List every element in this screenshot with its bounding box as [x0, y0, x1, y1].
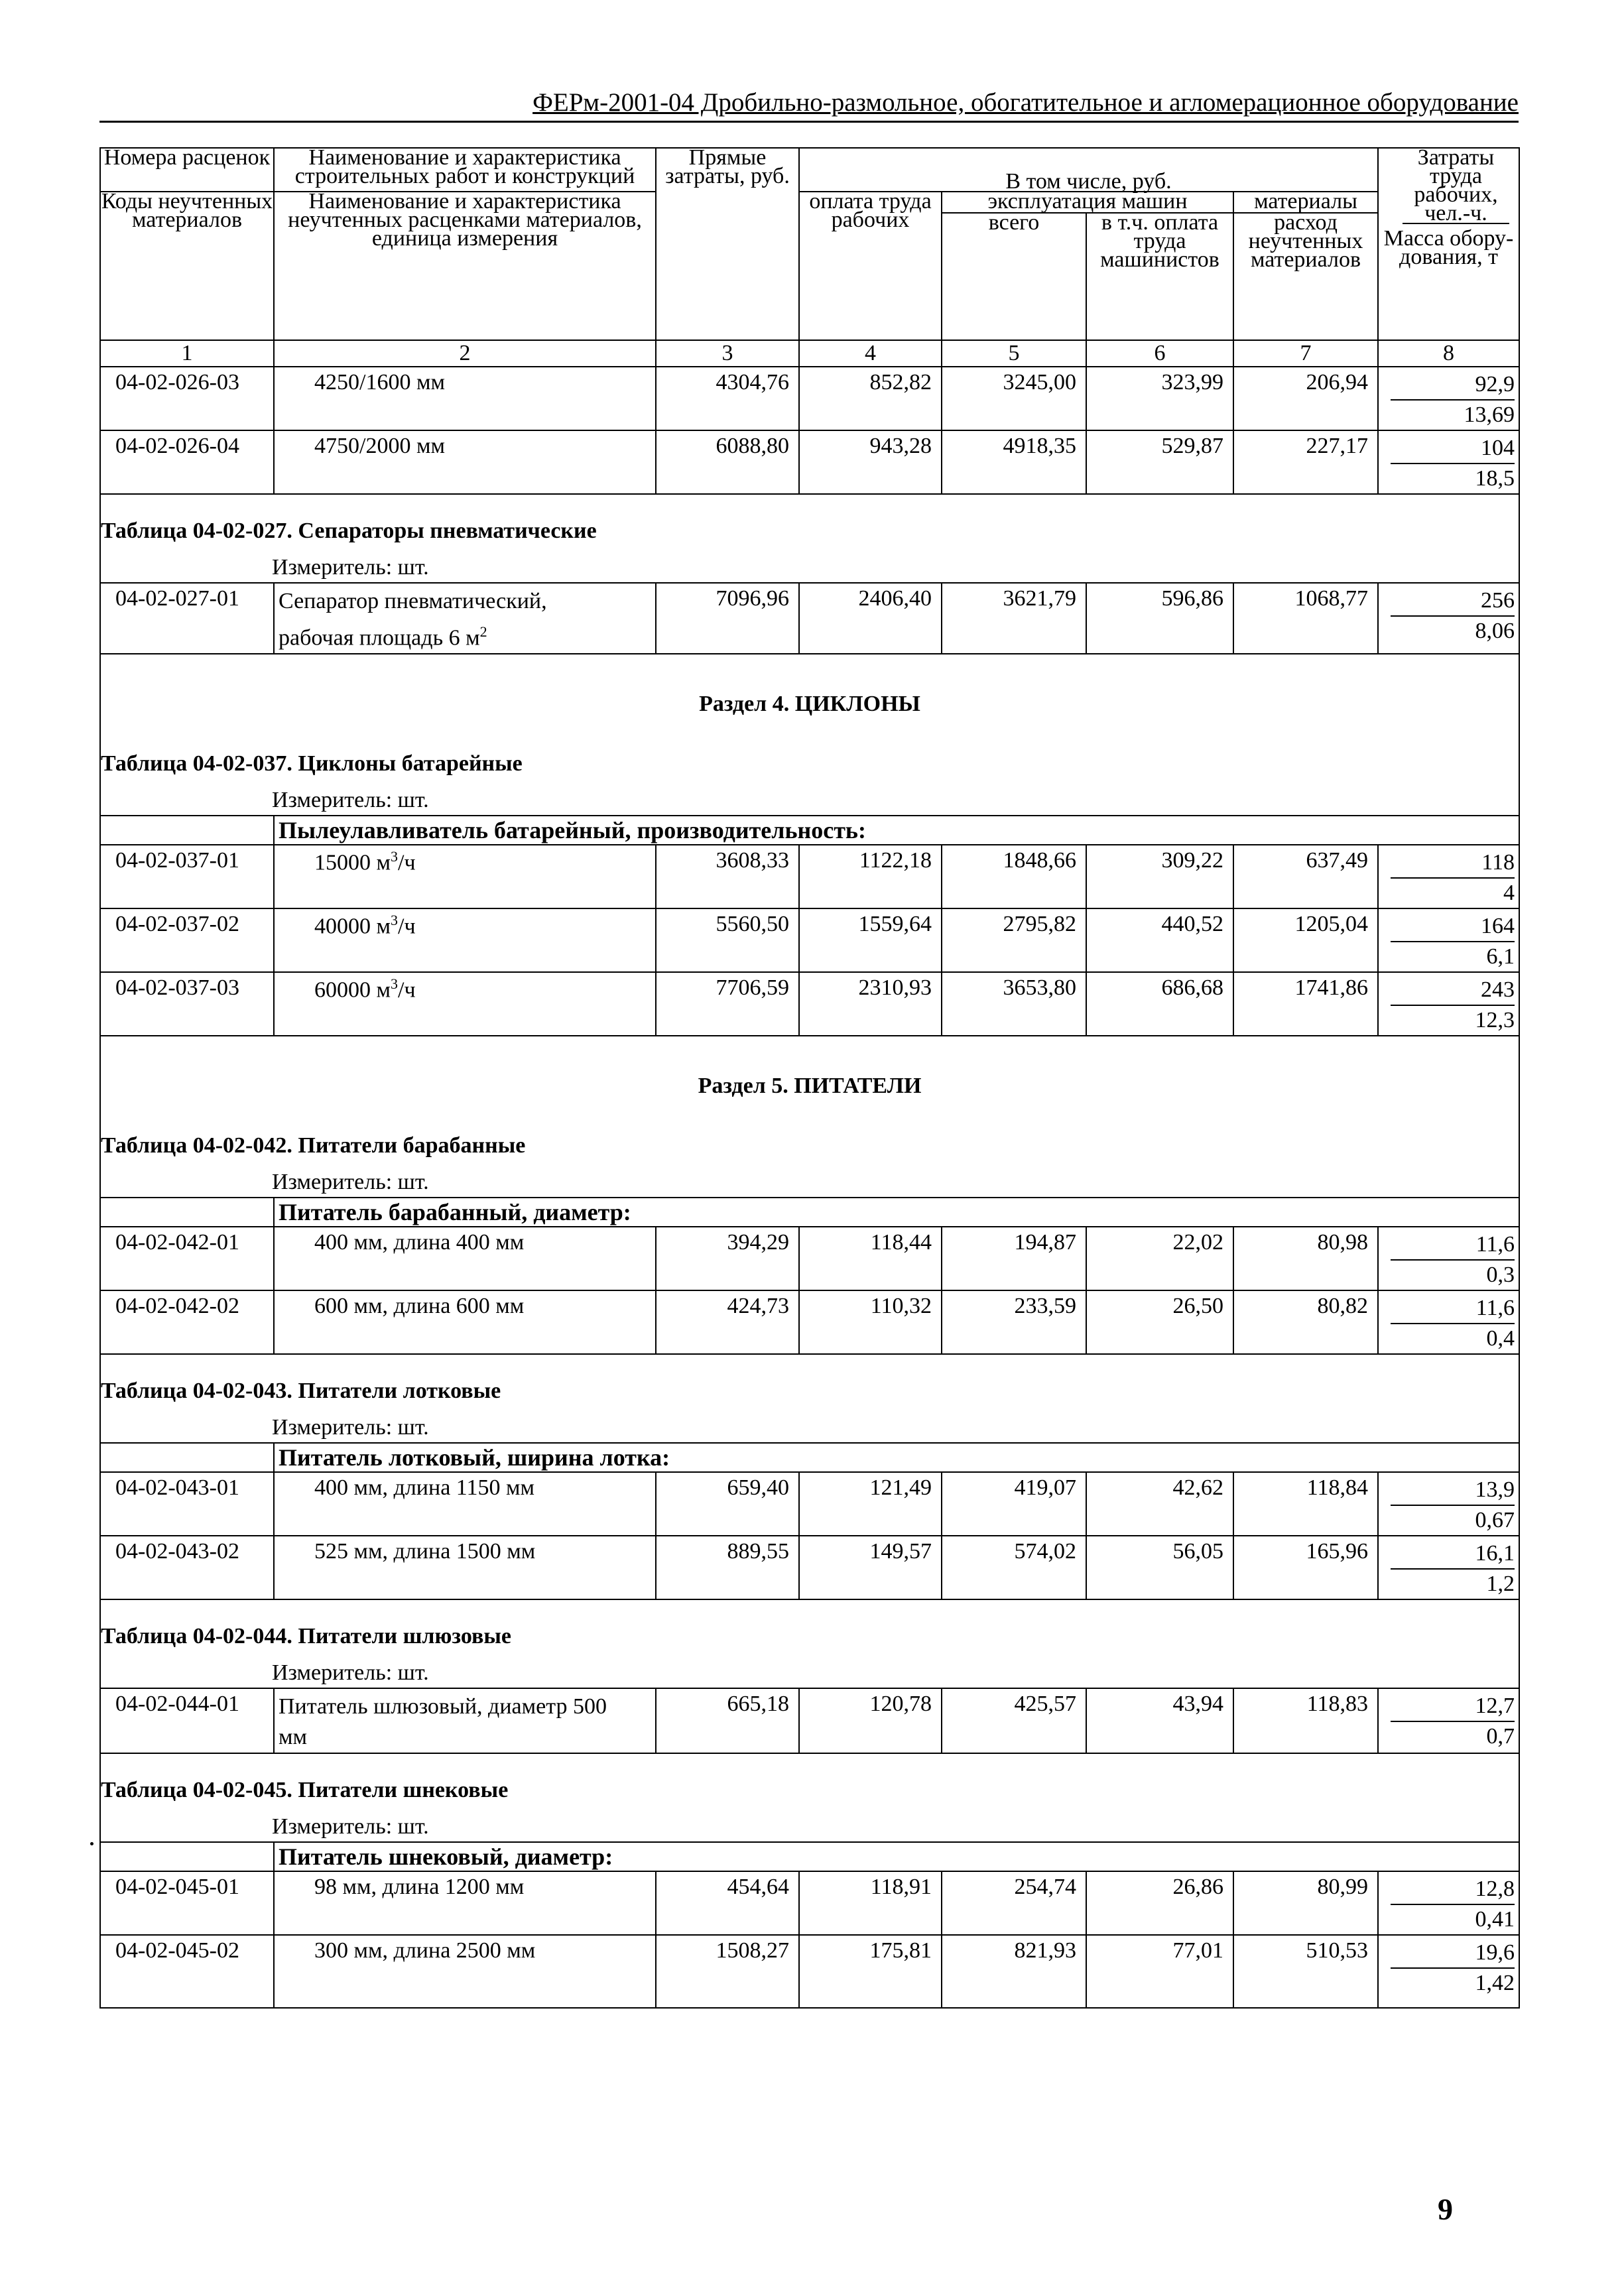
table-title-row [100, 1109, 1519, 1168]
rate-name: 98 мм, длина 1200 мм [274, 1871, 656, 1935]
col-number: 4 [799, 340, 942, 367]
worker-pay: 2406,40 [799, 583, 942, 654]
machines-header: эксплуатация машин [942, 192, 1233, 213]
col4-header: оплата труда рабочих [799, 192, 942, 340]
superscript: 3 [391, 975, 399, 993]
col-number: 1 [100, 340, 274, 367]
labor-mass-cell [1378, 1290, 1519, 1354]
section-row [100, 654, 1519, 727]
equipment-mass: 0,3 [1486, 1263, 1515, 1288]
measure-row [100, 1658, 1519, 1688]
column-numbers-row [100, 340, 1519, 367]
labor-cost: 12,7 [1391, 1692, 1515, 1722]
col1-top-header: Номера расценок [100, 148, 274, 192]
table-row [100, 1935, 1519, 2008]
materials-header: материалы [1233, 192, 1378, 213]
labor-cost: 92,9 [1391, 370, 1515, 401]
rate-code: 04-02-043-01 [100, 1472, 274, 1536]
labor-cost: 11,6 [1391, 1230, 1515, 1261]
worker-pay: 118,44 [799, 1227, 942, 1290]
drivers-pay: 56,05 [1086, 1536, 1233, 1599]
subheader-row [100, 1443, 1519, 1472]
group-subheader: Питатель барабанный, диаметр: [274, 1198, 1519, 1227]
rate-name-line1: Сепаратор пневматический, [279, 589, 547, 613]
page-header [99, 88, 1519, 123]
table-row [100, 972, 1519, 1036]
drivers-pay: 596,86 [1086, 583, 1233, 654]
labor-cost: 104 [1391, 434, 1515, 464]
rate-name [274, 1688, 656, 1753]
rate-code: 04-02-043-02 [100, 1536, 274, 1599]
table-row [100, 430, 1519, 494]
col8-bottom-header: Масса обору-дования, т [1383, 226, 1514, 269]
machines-total: 425,57 [942, 1688, 1086, 1753]
table-row [100, 583, 1519, 654]
rate-code: 04-02-037-02 [100, 908, 274, 972]
page-header-title: ФЕРм-2001-04 Дробильно-размольное, обогатительное и агломерационное оборудование [532, 88, 1519, 117]
col-number: 3 [656, 340, 799, 367]
measure-unit: Измеритель: шт. [100, 1658, 1519, 1688]
materials-cost: 1068,77 [1233, 583, 1378, 654]
labor-mass-cell [1378, 972, 1519, 1036]
table-title: Таблица 04-02-037. Циклоны батарейные [100, 727, 1519, 786]
header-row-1 [100, 148, 1519, 192]
rate-name-value: 60000 м [314, 977, 391, 1003]
measure-unit: Измеритель: шт. [100, 1413, 1519, 1443]
table-title: Таблица 04-02-043. Питатели лотковые [100, 1354, 1519, 1413]
rate-name-line1: Питатель шлюзовый, диаметр 500 [279, 1694, 607, 1719]
equipment-mass: 1,42 [1475, 1971, 1515, 1996]
labor-mass-cell [1378, 1935, 1519, 2008]
direct-cost: 889,55 [656, 1536, 799, 1599]
table-title-row [100, 1354, 1519, 1413]
superscript: 2 [479, 623, 487, 640]
materials-cost: 206,94 [1233, 367, 1378, 430]
measure-row [100, 1413, 1519, 1443]
table-title: Таблица 04-02-044. Питатели шлюзовые [100, 1599, 1519, 1658]
table-title: Таблица 04-02-042. Питатели барабанные [100, 1109, 1519, 1168]
machines-total: 233,59 [942, 1290, 1086, 1354]
rate-name-unit: /ч [398, 914, 416, 939]
machines-total: 1848,66 [942, 845, 1086, 908]
col8-top-header: Затраты труда рабочих, чел.-ч. [1403, 149, 1509, 224]
drivers-pay: 43,94 [1086, 1688, 1233, 1753]
labor-cost: 12,8 [1391, 1875, 1515, 1905]
machines-total: 3653,80 [942, 972, 1086, 1036]
subheader-row [100, 816, 1519, 845]
rate-name-value: 15000 м [314, 850, 391, 875]
machines-total: 4918,35 [942, 430, 1086, 494]
worker-pay: 175,81 [799, 1935, 942, 2008]
table-row [100, 1472, 1519, 1536]
machines-total: 574,02 [942, 1536, 1086, 1599]
col2-bottom-header: Наименование и характеристика неучтенных расценками материалов, единица измерения [274, 192, 656, 340]
table-row [100, 1871, 1519, 1935]
labor-cost: 243 [1391, 975, 1515, 1006]
table-title-row [100, 727, 1519, 786]
table-row [100, 1688, 1519, 1753]
labor-mass-cell [1378, 583, 1519, 654]
scan-dot [90, 1842, 94, 1845]
labor-mass-cell [1378, 1871, 1519, 1935]
materials-cost: 1741,86 [1233, 972, 1378, 1036]
rate-name [274, 972, 656, 1036]
rate-name-unit: /ч [398, 850, 416, 875]
rate-name: 400 мм, длина 400 мм [274, 1227, 656, 1290]
table-row [100, 908, 1519, 972]
col8-header [1378, 145, 1519, 340]
worker-pay: 1559,64 [799, 908, 942, 972]
labor-mass-cell [1378, 1536, 1519, 1599]
labor-mass-cell [1378, 908, 1519, 972]
equipment-mass: 0,4 [1486, 1326, 1515, 1351]
table-row [100, 367, 1519, 430]
subheader-row [100, 1198, 1519, 1227]
table-title-row [100, 1599, 1519, 1658]
equipment-mass: 13,69 [1464, 403, 1515, 427]
page-number: 9 [1438, 2192, 1453, 2226]
group-subheader: Пылеулавливатель батарейный, производительность: [274, 816, 1519, 845]
materials-cost: 80,98 [1233, 1227, 1378, 1290]
rate-code: 04-02-045-02 [100, 1935, 274, 2008]
labor-mass-cell [1378, 845, 1519, 908]
machines-total: 2795,82 [942, 908, 1086, 972]
drivers-pay: 309,22 [1086, 845, 1233, 908]
labor-cost: 256 [1391, 586, 1515, 617]
table-row [100, 1227, 1519, 1290]
rate-name-line2: рабочая площадь 6 м [279, 625, 480, 651]
measure-row [100, 553, 1519, 583]
drivers-pay: 22,02 [1086, 1227, 1233, 1290]
drivers-pay: 26,50 [1086, 1290, 1233, 1354]
table-row [100, 1536, 1519, 1599]
labor-mass-cell [1378, 1688, 1519, 1753]
labor-cost: 11,6 [1391, 1294, 1515, 1324]
col2-top-header: Наименование и характеристика строительных работ и конструкций [274, 148, 656, 192]
direct-cost: 7706,59 [656, 972, 799, 1036]
materials-cost: 637,49 [1233, 845, 1378, 908]
materials-cost: 118,84 [1233, 1472, 1378, 1536]
worker-pay: 1122,18 [799, 845, 942, 908]
machines-total: 194,87 [942, 1227, 1086, 1290]
rate-name [274, 845, 656, 908]
worker-pay: 110,32 [799, 1290, 942, 1354]
labor-cost: 16,1 [1391, 1539, 1515, 1570]
group-subheader: Питатель шнековый, диаметр: [274, 1842, 1519, 1871]
equipment-mass: 18,5 [1475, 466, 1515, 491]
drivers-pay: 529,87 [1086, 430, 1233, 494]
direct-cost: 3608,33 [656, 845, 799, 908]
measure-unit: Измеритель: шт. [100, 1812, 1519, 1842]
section-row [100, 1036, 1519, 1109]
col1-bottom-header: Коды неучтенных материалов [100, 192, 274, 340]
direct-cost: 394,29 [656, 1227, 799, 1290]
direct-cost: 6088,80 [656, 430, 799, 494]
labor-mass-cell [1378, 430, 1519, 494]
col7-header: расход неучтенных материалов [1233, 213, 1378, 340]
worker-pay: 2310,93 [799, 972, 942, 1036]
machines-total: 821,93 [942, 1935, 1086, 2008]
materials-cost: 510,53 [1233, 1935, 1378, 2008]
measure-unit: Измеритель: шт. [100, 553, 1519, 583]
equipment-mass: 0,7 [1486, 1724, 1515, 1749]
rate-name-line2: мм [279, 1725, 308, 1750]
included-header: В том числе, руб. [799, 148, 1378, 192]
rates-table [99, 147, 1520, 2009]
direct-cost: 1508,27 [656, 1935, 799, 2008]
table-title-row [100, 494, 1519, 553]
superscript: 3 [391, 848, 399, 865]
col-number: 7 [1233, 340, 1378, 367]
measure-unit: Измеритель: шт. [100, 786, 1519, 816]
labor-mass-cell [1378, 367, 1519, 430]
table-row [100, 845, 1519, 908]
equipment-mass: 0,41 [1475, 1907, 1515, 1932]
equipment-mass: 12,3 [1475, 1008, 1515, 1033]
rate-code: 04-02-026-04 [100, 430, 274, 494]
col6-header: в т.ч. оплата труда машинистов [1086, 213, 1233, 340]
rate-name: 600 мм, длина 600 мм [274, 1290, 656, 1354]
worker-pay: 943,28 [799, 430, 942, 494]
rate-name: 300 мм, длина 2500 мм [274, 1935, 656, 2008]
rate-code: 04-02-044-01 [100, 1688, 274, 1753]
drivers-pay: 77,01 [1086, 1935, 1233, 2008]
rate-code: 04-02-042-01 [100, 1227, 274, 1290]
rate-code: 04-02-026-03 [100, 367, 274, 430]
table-title: Таблица 04-02-027. Сепараторы пневматические [100, 494, 1519, 553]
section-title: Раздел 5. ПИТАТЕЛИ [100, 1036, 1519, 1109]
col5-header: всего [942, 213, 1086, 340]
worker-pay: 121,49 [799, 1472, 942, 1536]
materials-cost: 1205,04 [1233, 908, 1378, 972]
direct-cost: 7096,96 [656, 583, 799, 654]
machines-total: 3245,00 [942, 367, 1086, 430]
drivers-pay: 42,62 [1086, 1472, 1233, 1536]
labor-cost: 19,6 [1391, 1938, 1515, 1969]
col3-header: Прямые затраты, руб. [656, 148, 799, 340]
col-number: 5 [942, 340, 1086, 367]
direct-cost: 659,40 [656, 1472, 799, 1536]
table-row [100, 1290, 1519, 1354]
table-title: Таблица 04-02-045. Питатели шнековые [100, 1753, 1519, 1812]
labor-cost: 164 [1391, 912, 1515, 942]
rate-name: 4250/1600 мм [274, 367, 656, 430]
worker-pay: 120,78 [799, 1688, 942, 1753]
drivers-pay: 323,99 [1086, 367, 1233, 430]
measure-row [100, 1812, 1519, 1842]
superscript: 3 [391, 912, 399, 929]
rate-name: 525 мм, длина 1500 мм [274, 1536, 656, 1599]
measure-row [100, 786, 1519, 816]
measure-row [100, 1168, 1519, 1198]
labor-cost: 118 [1391, 848, 1515, 879]
worker-pay: 149,57 [799, 1536, 942, 1599]
worker-pay: 852,82 [799, 367, 942, 430]
machines-total: 3621,79 [942, 583, 1086, 654]
equipment-mass: 0,67 [1475, 1508, 1515, 1533]
rate-name-unit: /ч [398, 977, 416, 1003]
equipment-mass: 4 [1503, 881, 1515, 906]
section-title: Раздел 4. ЦИКЛОНЫ [100, 654, 1519, 727]
rate-code: 04-02-037-03 [100, 972, 274, 1036]
equipment-mass: 6,1 [1486, 944, 1515, 969]
drivers-pay: 440,52 [1086, 908, 1233, 972]
labor-mass-cell [1378, 1472, 1519, 1536]
col-number: 6 [1086, 340, 1233, 367]
direct-cost: 5560,50 [656, 908, 799, 972]
materials-cost: 227,17 [1233, 430, 1378, 494]
machines-total: 419,07 [942, 1472, 1086, 1536]
direct-cost: 665,18 [656, 1688, 799, 1753]
direct-cost: 4304,76 [656, 367, 799, 430]
worker-pay: 118,91 [799, 1871, 942, 1935]
rate-name [274, 908, 656, 972]
materials-cost: 118,83 [1233, 1688, 1378, 1753]
rate-name: 4750/2000 мм [274, 430, 656, 494]
measure-unit: Измеритель: шт. [100, 1168, 1519, 1198]
table-title-row [100, 1753, 1519, 1812]
materials-cost: 80,99 [1233, 1871, 1378, 1935]
rate-name: 400 мм, длина 1150 мм [274, 1472, 656, 1536]
rate-name-value: 40000 м [314, 914, 391, 939]
drivers-pay: 686,68 [1086, 972, 1233, 1036]
labor-mass-cell [1378, 1227, 1519, 1290]
rate-code: 04-02-037-01 [100, 845, 274, 908]
col-number: 8 [1378, 340, 1519, 367]
group-subheader: Питатель лотковый, ширина лотка: [274, 1443, 1519, 1472]
machines-total: 254,74 [942, 1871, 1086, 1935]
col-number: 2 [274, 340, 656, 367]
materials-cost: 165,96 [1233, 1536, 1378, 1599]
rate-code: 04-02-027-01 [100, 583, 274, 654]
direct-cost: 424,73 [656, 1290, 799, 1354]
rate-code: 04-02-045-01 [100, 1871, 274, 1935]
subheader-row [100, 1842, 1519, 1871]
direct-cost: 454,64 [656, 1871, 799, 1935]
equipment-mass: 1,2 [1486, 1572, 1515, 1597]
rate-code: 04-02-042-02 [100, 1290, 274, 1354]
labor-cost: 13,9 [1391, 1475, 1515, 1506]
equipment-mass: 8,06 [1475, 619, 1515, 643]
drivers-pay: 26,86 [1086, 1871, 1233, 1935]
rate-name [274, 583, 656, 654]
materials-cost: 80,82 [1233, 1290, 1378, 1354]
